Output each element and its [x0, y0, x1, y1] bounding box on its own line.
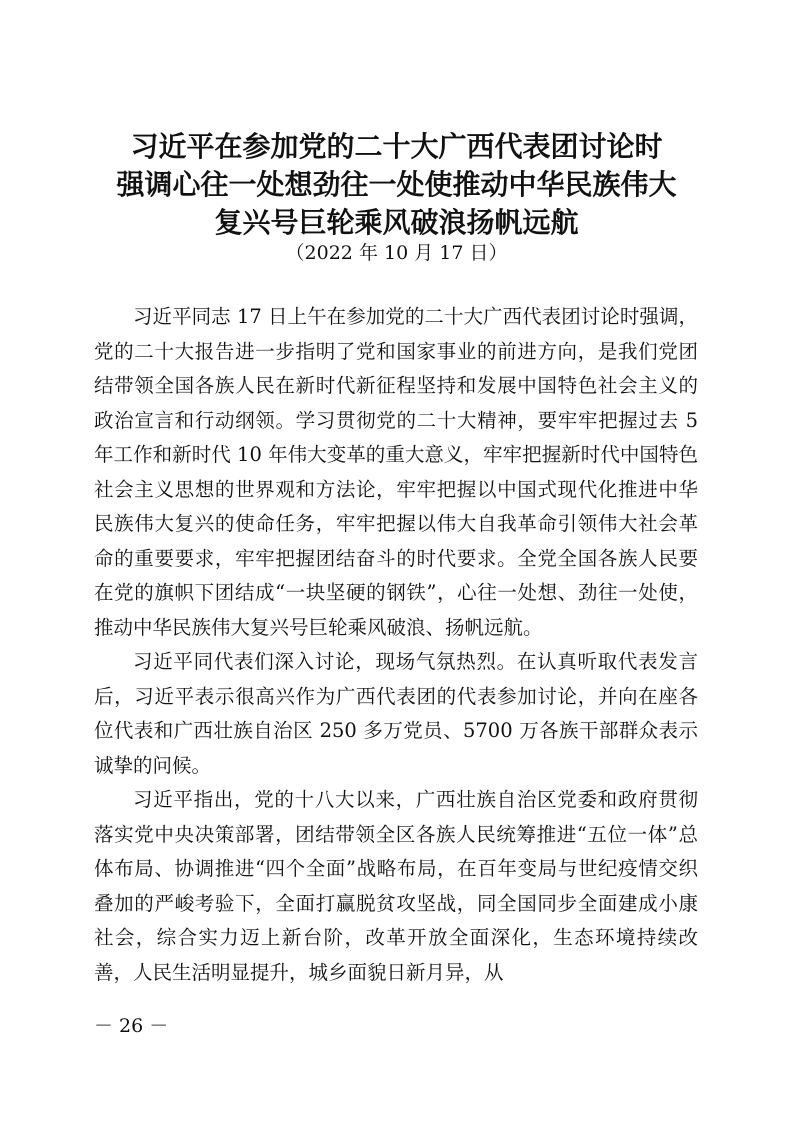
paragraph-2: 习近平同代表们深入讨论，现场气氛热烈。在认真听取代表发言后，习近平表示很高兴作为广西代表团的代表参加讨论，并向在座各位代表和广西壮族自治区 250 多万党员、5700 万各族干部群众表示诚挚的问候。 [94, 650, 698, 777]
paragraph-3: 习近平指出，党的十八大以来，广西壮族自治区党委和政府贯彻落实党中央决策部署，团结带领全区各族人民统筹推进“五位一体”总体布局、协调推进“四个全面”战略布局，在百年变局与世纪疫情交织叠加的严峻考验下，全面打赢脱贫攻坚战，同全国同步全面建成小康社会，综合实力迈上新台阶，改革开放全面深化，生态环境持续改善，人民生活明显提升，城乡面貌日新月异，从 [94, 788, 698, 984]
page-number: － 26 － [94, 1015, 169, 1037]
title-line-3: 复兴号巨轮乘风破浪扬帆远航 [214, 206, 579, 239]
title-line-1: 习近平在参加党的二十大广西代表团讨论时 [130, 130, 663, 163]
document-date: （2022 年 10 月 17 日） [285, 242, 508, 264]
document-body [94, 300, 698, 990]
title-line-2: 强调心往一处想劲往一处使推动中华民族伟大 [116, 168, 677, 201]
document-title [60, 128, 733, 242]
paragraph-1: 习近平同志 17 日上午在参加党的二十大广西代表团讨论时强调，党的二十大报告进一步指明了党和国家事业的前进方向，是我们党团结带领全国各族人民在新时代新征程坚持和发展中国特色社会主义的政治宣言和行动纲领。学习贯彻党的二十大精神，要牢牢把握过去 5 年工作和新时代 10 年伟大变革的重大意义，牢牢把握新时代中国特色社会主义思想的世界观和方法论，牢牢把握以中国式现代化推进中华民族伟大复兴的使命任务，牢牢把握以伟大自我革命引领伟大社会革命的重要要求，牢牢把握团结奋斗的时代要求。全党全国各族人民要在党的旗帜下团结成“一块坚硬的钢铁”，心往一处想、劲往一处使，推动中华民族伟大复兴号巨轮乘风破浪、扬帆远航。 [94, 305, 698, 639]
